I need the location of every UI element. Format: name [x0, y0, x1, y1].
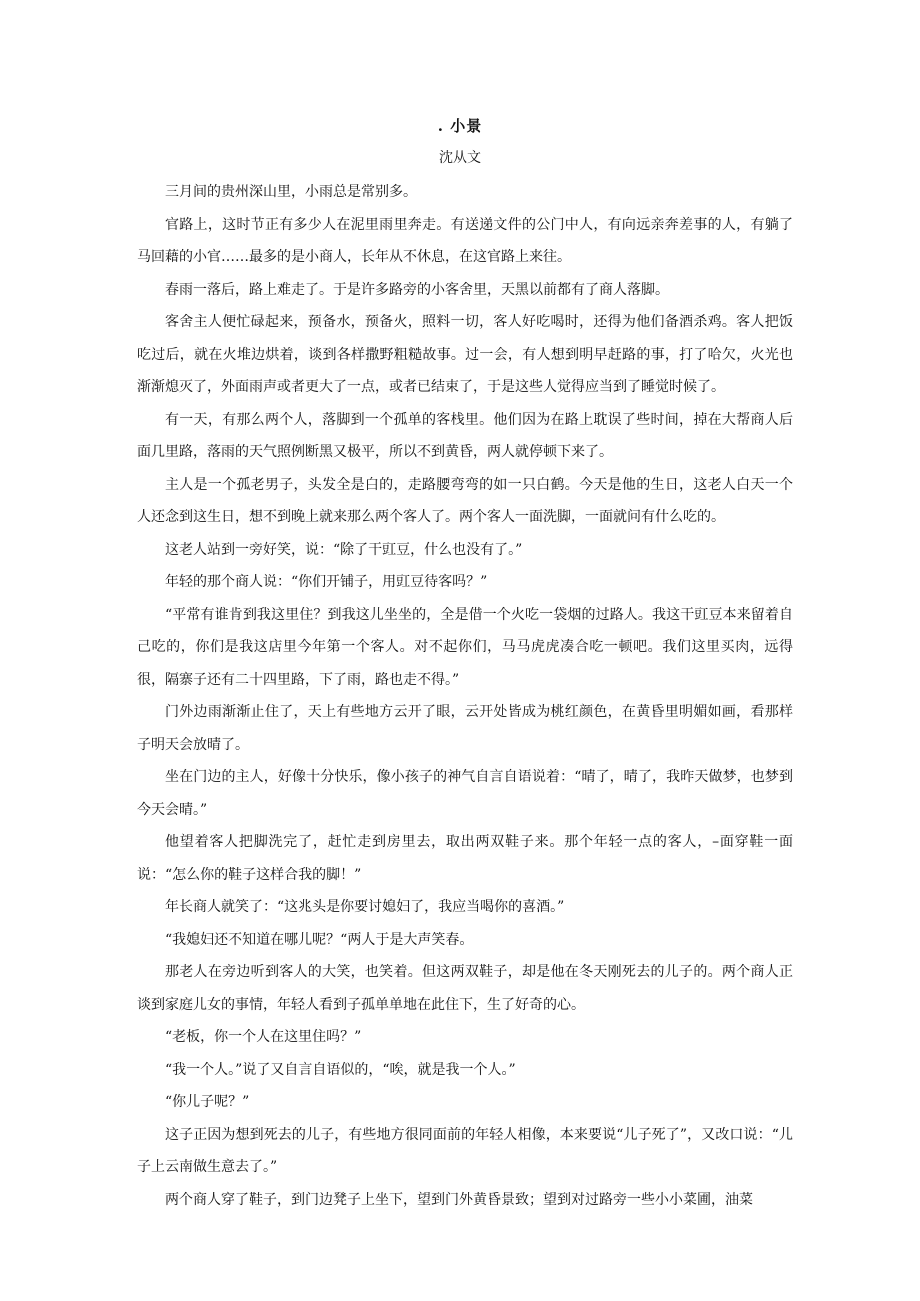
paragraph: 三月间的贵州深山里，小雨总是常别多。 [165, 184, 417, 200]
paragraph: “老板，你一个人在这里住吗？” [165, 1029, 362, 1045]
paragraph: 这老人站到一旁好笑，说：“除了干豇豆，什么也没有了。” [165, 541, 523, 558]
paragraph: “我一个人。”说了又自言自语似的，“唉，就是我一个人。” [165, 1061, 516, 1078]
article-body [137, 176, 793, 1216]
paragraph: 主人是一个孤老男子，头发全是白的，走路腰弯弯的如一只白鹤。今天是他的生日，这老人白天一个人还念到这生日，想不到晚上就来那么两个客人了。两个客人一面洗脚，一面就问有什么吃的。 [137, 476, 793, 525]
paragraph: 年轻的那个商人说：“你们开铺子，用豇豆待客吗？” [165, 574, 488, 590]
paragraph: 春雨一落后，路上难走了。于是许多路旁的小客舍里，天黑以前都有了商人落脚。 [165, 281, 669, 298]
paragraph: 年长商人就笑了：“这兆头是你要讨媳妇了，我应当喝你的喜酒。” [165, 899, 565, 915]
page-title: . 小景 [437, 117, 483, 135]
paragraph: “我媳妇还不知道在哪儿呢？“两人于是大声笑春。 [165, 931, 474, 948]
author-name: 沈从文 [439, 150, 481, 166]
paragraph: 他望着客人把脚洗完了，赶忙走到房里去，取出两双鞋子来。那个年轻一点的客人，–面穿鞋一面说：“怎么你的鞋子这样合我的脚！” [137, 834, 793, 883]
paragraph: 坐在门边的主人，好像十分快乐，像小孩子的神气自言自语说着：“晴了，晴了，我昨天做梦，也梦到今天会晴。” [137, 769, 793, 818]
paragraph: 那老人在旁边听到客人的大笑，也笑着。但这两双鞋子，却是他在冬天刚死去的儿子的。两个商人正谈到家庭儿女的事情，年轻人看到子孤单单地在此住下，生了好奇的心。 [137, 964, 793, 1013]
paragraph: 客舍主人便忙碌起来，预备水，预备火，照料一切，客人好吃喝时，还得为他们备酒杀鸡。客人把饭吃过后，就在火堆边烘着，谈到各样撒野粗糙故事。过一会，有人想到明早赶路的事，打了哈欠，火光也渐渐熄灭了，外面雨声或者更大了一点，或者已结束了，于是这些人觉得应当到了睡觉时候了。 [137, 314, 793, 395]
paragraph: 这子正因为想到死去的儿子，有些地方很同面前的年轻人相像，本来要说“儿子死了”，又改口说：“儿子上云南做生意去了。” [137, 1126, 793, 1175]
paragraph: “你儿子呢？” [165, 1094, 250, 1110]
paragraph: 门外边雨渐渐止住了，天上有些地方云开了眼，云开处皆成为桃红颜色，在黄昏里明媚如画，看那样子明天会放晴了。 [137, 704, 793, 753]
paragraph: 官路上，这时节正有多少人在泥里雨里奔走。有送递文件的公门中人，有向远亲奔差事的人，有躺了马回藉的小官……最多的是小商人，长年从不休息，在这官路上来往。 [137, 216, 793, 265]
paragraph: 两个商人穿了鞋子，到门边凳子上坐下，望到门外黄昏景致；望到对过路旁一些小小菜圃，油菜 [165, 1191, 753, 1208]
paragraph: 有一天，有那么两个人，落脚到一个孤单的客栈里。他们因为在路上耽误了些时间，掉在大帮商人后面几里路，落雨的天气照例断黑又极平，所以不到黄昏，两人就停顿下来了。 [137, 411, 793, 460]
paragraph: “平常有谁肯到我这里住？到我这儿坐坐的，全是借一个火吃一袋烟的过路人。我这干豇豆本来留着自己吃的，你们是我这店里今年第一个客人。对不起你们，马马虎虎凑合吃一顿吧。我们这里买肉，远得很，隔寨子还有二十四里路，下了雨，路也走不得。” [137, 606, 793, 688]
